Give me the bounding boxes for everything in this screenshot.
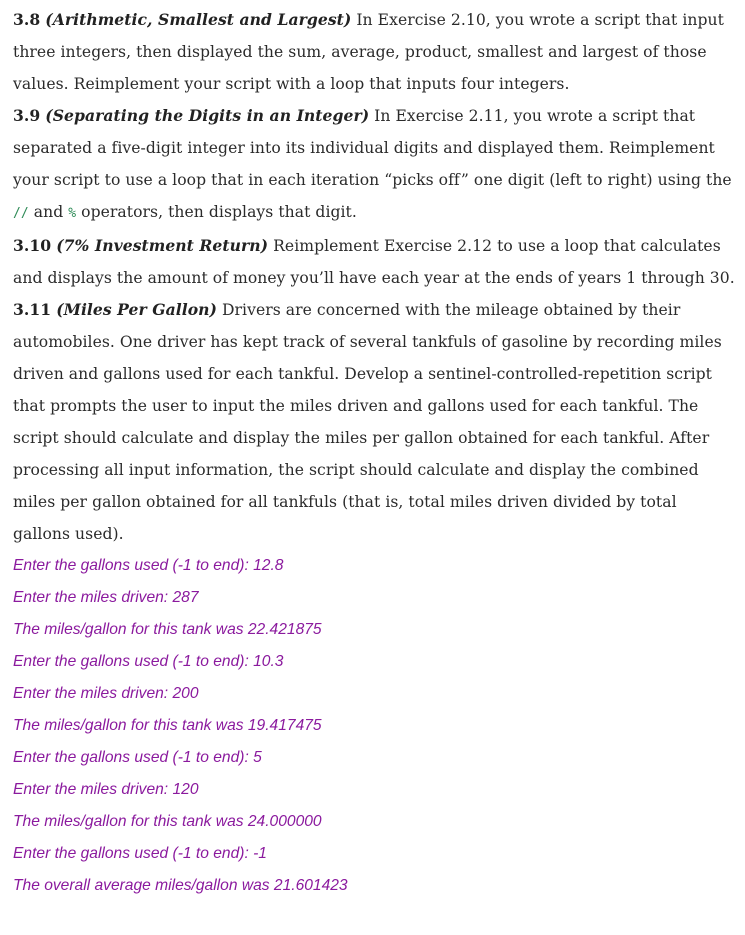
output-line: Enter the miles driven: 287 [13, 589, 199, 606]
exercise-text: In Exercise 2.10, you wrote a script that input three integers, then displayed the sum, average, product, smallest and largest of those values. Reimplement your script with a loop that inputs four integers. [13, 11, 724, 93]
exercise-3-9 [13, 100, 738, 230]
exercise-title: (Arithmetic, Smallest and Largest) [45, 10, 352, 29]
output-line: Enter the miles driven: 200 [13, 685, 199, 702]
exercise-number: 3.10 [13, 236, 52, 255]
exercise-number: 3.11 [13, 300, 52, 319]
exercise-title: (Separating the Digits in an Integer) [45, 106, 370, 125]
exercise-number: 3.8 [13, 10, 41, 29]
exercise-text: Reimplement Exercise 2.12 to use a loop that calculates and displays the amount of money you’ll have each year at the ends of years 1 through 30. [13, 237, 735, 287]
document-page [13, 4, 738, 902]
remainder-operator: % [68, 206, 77, 221]
exercise-text: operators, then displays that digit. [76, 203, 357, 221]
output-line: Enter the gallons used (-1 to end): -1 [13, 845, 267, 862]
output-line: Enter the gallons used (-1 to end): 10.3 [13, 653, 284, 670]
exercise-text: In Exercise 2.11, you wrote a script that separated a five-digit integer into its individual digits and displayed them. Reimplement your script to use a loop that in each iteration “picks off” one digit (left to right) using the [13, 107, 732, 189]
exercise-3-11 [13, 294, 738, 550]
exercise-number: 3.9 [13, 106, 41, 125]
exercise-3-10 [13, 230, 738, 294]
output-line: Enter the miles driven: 120 [13, 781, 199, 798]
exercise-title: (Miles Per Gallon) [56, 300, 217, 319]
floor-division-operator: // [13, 206, 29, 221]
sample-output [13, 550, 738, 902]
exercise-3-8 [13, 4, 738, 100]
exercise-title: (7% Investment Return) [56, 236, 269, 255]
exercise-text: Drivers are concerned with the mileage obtained by their automobiles. One driver has kept track of several tankfuls of gasoline by recording miles driven and gallons used for each tankful. Develop a sentinel-controlled-repetition script that prompts the user to input the miles driven and gallons used for each tankful. The script should calculate and display the miles per gallon obtained for each tankful. After processing all input information, the script should calculate and display the combined miles per gallon obtained for all tankfuls (that is, total miles driven divided by total gallons used). [13, 301, 722, 543]
output-line: The miles/gallon for this tank was 22.421875 [13, 621, 322, 638]
output-line: Enter the gallons used (-1 to end): 12.8 [13, 557, 284, 574]
output-line: The miles/gallon for this tank was 24.000000 [13, 813, 322, 830]
exercise-text: and [28, 203, 69, 221]
output-line: Enter the gallons used (-1 to end): 5 [13, 749, 262, 766]
output-line: The overall average miles/gallon was 21.601423 [13, 877, 348, 894]
output-line: The miles/gallon for this tank was 19.417475 [13, 717, 322, 734]
